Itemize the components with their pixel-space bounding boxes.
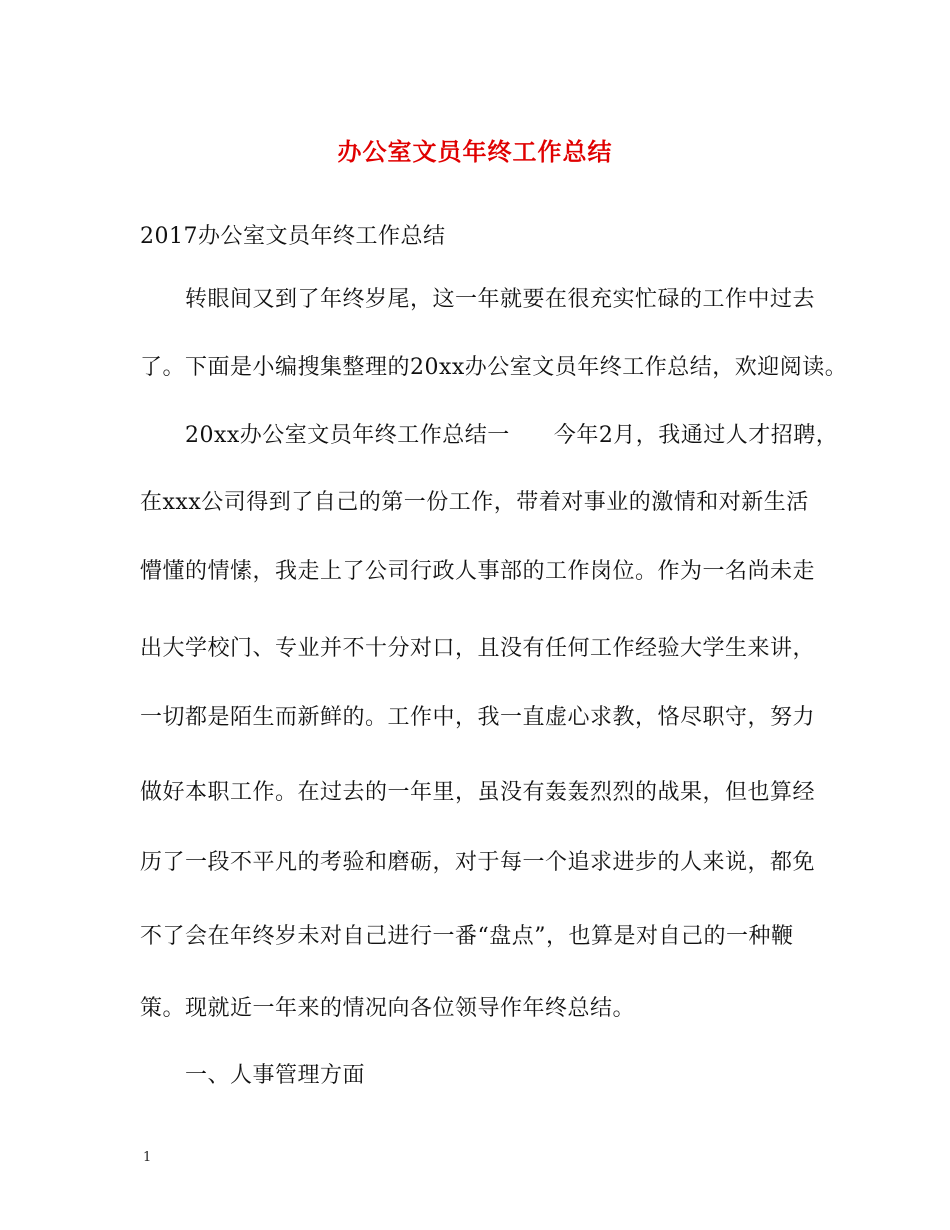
paragraph-intro: 今年2月，我通过人才招聘， xyxy=(553,423,839,448)
section-heading-line xyxy=(185,421,838,451)
paragraph-line: 一切都是陌生而新鲜的。工作中，我一直虚心求教，恪尽职守，努力 xyxy=(140,705,816,730)
paragraph-line: 历了一段不平凡的考验和磨砺，对于每一个追求进步的人来说，都免 xyxy=(140,850,816,875)
paragraph-line: 不了会在年终岁未对自己进行一番“盘点”，也算是对自己的一种鞭 xyxy=(140,924,794,949)
paragraph-line: 出大学校门、专业并不十分对口，且没有任何工作经验大学生来讲， xyxy=(140,636,816,661)
paragraph-line: 在xxx公司得到了自己的第一份工作，带着对事业的激情和对新生活 xyxy=(140,490,809,515)
paragraph-line: 懵懂的情愫，我走上了公司行政人事部的工作岗位。作为一名尚未走 xyxy=(140,559,816,584)
paragraph-line: 了。下面是小编搜集整理的20xx办公室文员年终工作总结，欢迎阅读。 xyxy=(140,355,848,380)
paragraph-line: 做好本职工作。在过去的一年里，虽没有轰轰烈烈的战果，但也算经 xyxy=(140,780,816,805)
section-heading: 20xx办公室文员年终工作总结一 xyxy=(185,423,510,448)
document-subtitle: 2017办公室文员年终工作总结 xyxy=(140,224,446,249)
section-heading-personnel: 一、人事管理方面 xyxy=(185,1063,366,1088)
page-number: 1 xyxy=(143,1150,152,1165)
paragraph-line: 转眼间又到了年终岁尾，这一年就要在很充实忙碌的工作中过去 xyxy=(185,287,816,312)
paragraph-line: 策。现就近一年来的情况向各位领导作年终总结。 xyxy=(140,996,636,1021)
document-title: 办公室文员年终工作总结 xyxy=(337,137,613,166)
